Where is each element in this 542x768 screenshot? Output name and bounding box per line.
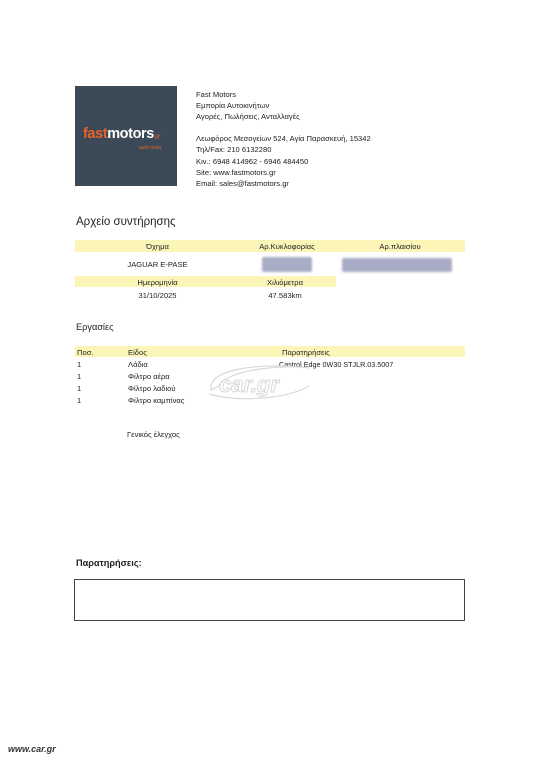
qty-header: Ποσ.: [77, 348, 94, 357]
vehicle-value: JAGUAR E-PASE: [127, 260, 188, 269]
car-gr-watermark: [205, 360, 313, 404]
vin-header: Αρ.πλαισίου: [379, 242, 421, 251]
logo-fast: fast: [83, 126, 108, 142]
logo-motors: motors: [107, 126, 154, 142]
remarks-title: Παρατηρήσεις:: [76, 558, 142, 568]
company-address: Λεωφόρος Μεσογείων 524, Αγία Παρασκευή, 15342: [196, 134, 371, 144]
date-header: Ημερομηνία: [137, 278, 178, 287]
work-section-title: Εργασίες: [76, 322, 114, 332]
item-header: Είδος: [128, 348, 147, 357]
work-qty: 1: [77, 360, 82, 369]
company-site: Site: www.fastmotors.gr: [196, 167, 276, 177]
work-qty: 1: [77, 384, 82, 393]
footer-site: www.car.gr: [8, 744, 56, 754]
work-item: Φίλτρο λαδιού: [128, 384, 176, 393]
km-header: Χιλιόμετρα: [267, 278, 303, 287]
remarks-box: [74, 579, 465, 621]
vehicle-header: Όχημα: [146, 242, 169, 251]
work-item: Φίλτρο καμπίνας: [128, 396, 185, 405]
company-line: [196, 122, 371, 133]
company-name: Fast Motors: [196, 90, 237, 99]
date-value: 31/10/2025: [138, 291, 177, 300]
work-qty: 1: [77, 372, 82, 381]
company-logo: [75, 86, 177, 186]
company-info: [196, 89, 371, 189]
work-qty: 1: [77, 396, 82, 405]
logo-subtitle: auto moto: [139, 145, 162, 151]
logo-wordmark: [83, 126, 160, 142]
company-line: Εμπορία Αυτοκινήτων: [196, 101, 270, 111]
work-item: Φίλτρο αέρα: [128, 372, 170, 381]
company-email: Email: sales@fastmotors.gr: [196, 178, 289, 188]
company-line: Αγορές, Πωλήσεις, Ανταλλαγές: [196, 112, 300, 122]
work-note: Castrol Edge 0W30 STJLR.03.5007: [279, 360, 394, 369]
work-item: Λάδια: [128, 360, 148, 369]
logo-gr: .gr: [153, 134, 160, 140]
document-title: Αρχείο συντήρησης: [76, 216, 176, 228]
vin-redacted: [342, 258, 452, 272]
notes-header: Παρατηρήσεις: [282, 348, 330, 357]
km-value: 47.583km: [268, 291, 302, 300]
plate-redacted: [262, 257, 312, 272]
plate-header: Αρ.Κυκλοφορίας: [259, 242, 315, 251]
general-check: Γενικός έλεγχος: [127, 430, 180, 439]
watermark-text: car.gr: [219, 372, 279, 397]
company-phone: Τηλ/Fax: 210 6132280: [196, 145, 272, 155]
company-mobile: Κιν.: 6948 414962 - 6946 484450: [196, 156, 309, 166]
